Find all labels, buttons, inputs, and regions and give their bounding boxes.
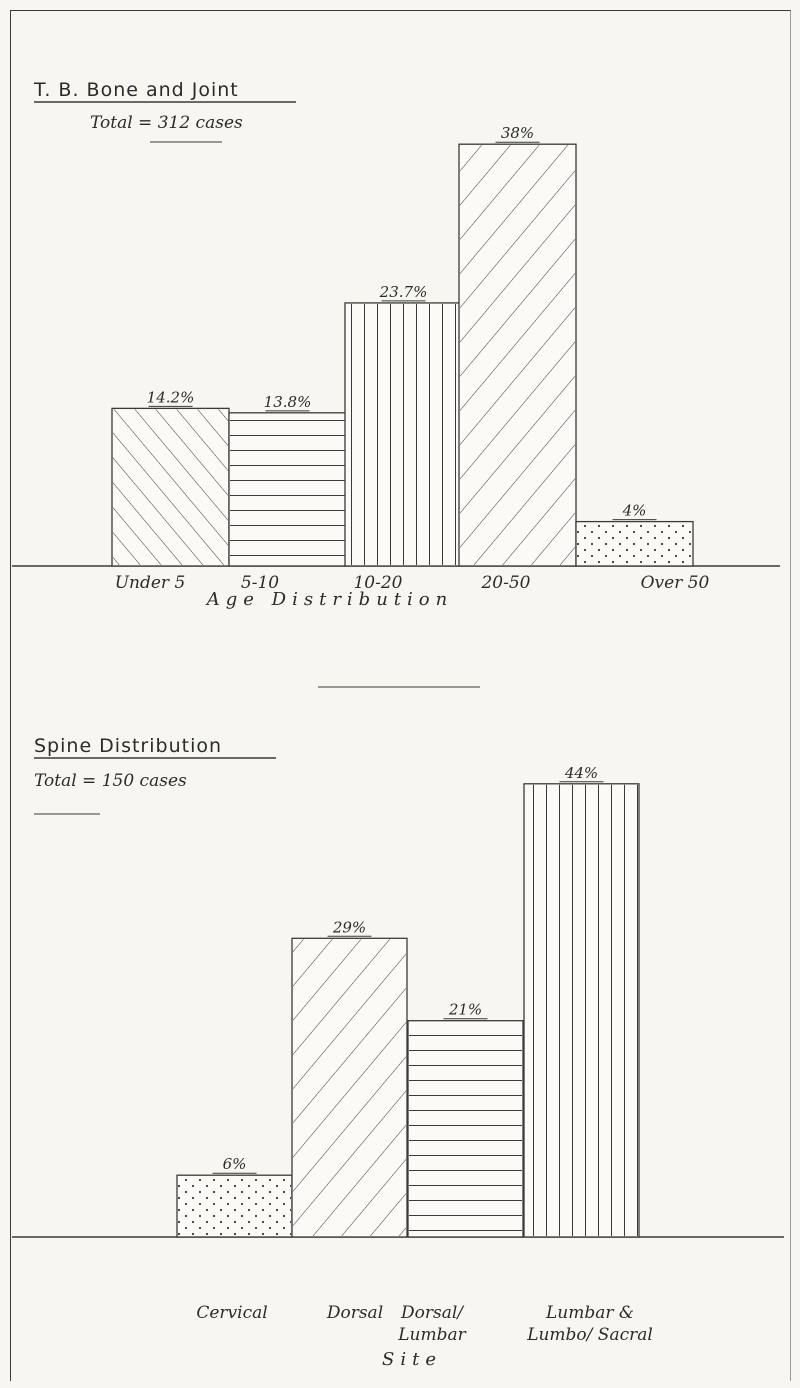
chart2-bar-fill-1 xyxy=(293,939,406,1236)
chart1-bar-fill-3 xyxy=(460,145,575,565)
chart1-value-label-4: 4% xyxy=(622,501,647,520)
chart1-category-label-1: 5-10 xyxy=(240,573,280,593)
chart2-category-label-3: Lumbar & Lumbo/ Sacral xyxy=(527,1303,653,1345)
chart2-subtitle: Total = 150 cases xyxy=(34,771,187,791)
chart1-value-label-3: 38% xyxy=(500,124,535,143)
chart2-title: Spine Distribution xyxy=(34,735,223,757)
chart2-value-label-1: 29% xyxy=(332,918,367,937)
chart1-category-label-3: 20-50 xyxy=(481,573,531,593)
chart1-value-label-0: 14.2% xyxy=(146,388,195,407)
chart1-bar-fill-4 xyxy=(577,523,692,565)
chart2-plot xyxy=(12,764,784,1345)
chart2-bar-fill-2 xyxy=(409,1022,522,1236)
chart2-value-label-2: 21% xyxy=(448,1000,483,1019)
chart1-value-label-1: 13.8% xyxy=(263,392,312,411)
chart2-bar-fill-3 xyxy=(525,785,638,1236)
chart1-value-label-2: 23.7% xyxy=(379,282,428,301)
chart1-category-label-0: Under 5 xyxy=(114,573,186,593)
chart2-category-label-1: Dorsal xyxy=(326,1303,384,1323)
chart1-subtitle: Total = 312 cases xyxy=(90,113,243,133)
chart1-title: T. B. Bone and Joint xyxy=(34,79,239,101)
chart1-bar-fill-1 xyxy=(230,414,345,565)
chart2-value-label-0: 6% xyxy=(222,1155,247,1174)
chart1-plot xyxy=(12,124,780,593)
chart2-bar-fill-0 xyxy=(178,1176,291,1236)
chart1-bar-fill-0 xyxy=(113,409,228,565)
chart1-category-label-2: 10-20 xyxy=(353,573,403,593)
chart2-value-label-3: 44% xyxy=(564,763,599,782)
chart2-category-label-0: Cervical xyxy=(196,1303,268,1323)
chart2-category-label-2: Dorsal/ Lumbar xyxy=(398,1303,466,1345)
chart1-xlabel: Age Distribution xyxy=(206,589,454,610)
chart2-xlabel: Site xyxy=(382,1349,442,1370)
chart1-category-label-4: Over 50 xyxy=(640,573,710,593)
chart1-bar-fill-2 xyxy=(346,304,461,565)
